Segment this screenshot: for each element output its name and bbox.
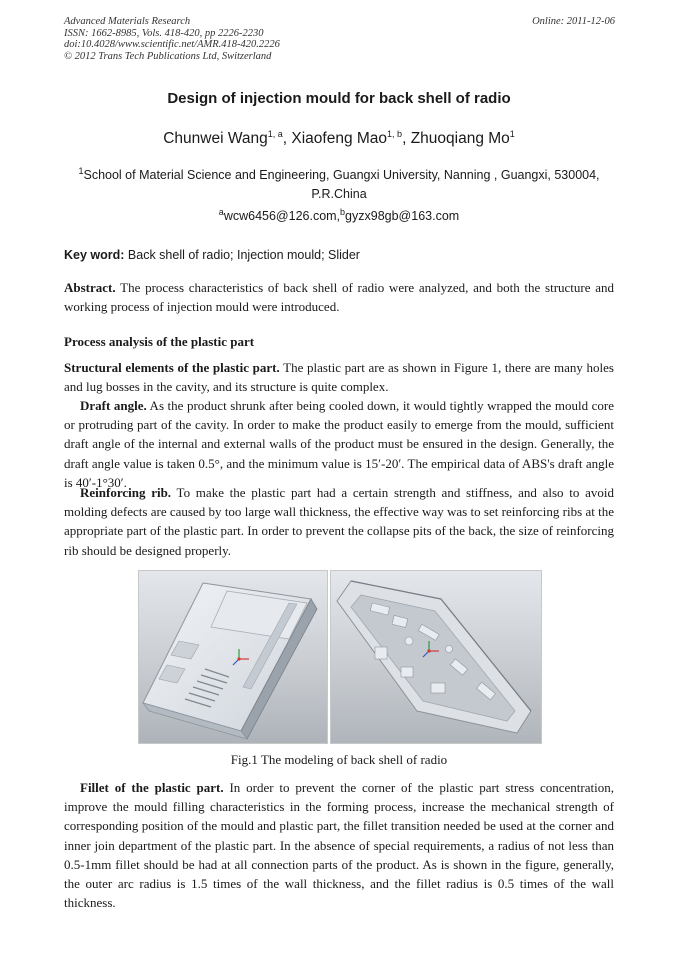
affiliation-sup: 1: [78, 165, 84, 176]
journal-header: [64, 16, 280, 62]
email-sup: a: [218, 206, 224, 217]
paragraph-label: Fillet of the plastic part.: [80, 780, 224, 795]
author-name: Chunwei Wang: [163, 130, 268, 147]
figure-image-right: [330, 570, 542, 744]
email-sup: b: [340, 206, 346, 217]
back-shell-render-right: [331, 571, 541, 743]
figure-image-left: [138, 570, 328, 744]
author-sup: 1, b: [387, 128, 403, 139]
author-list: [0, 130, 678, 148]
author-sep: ,: [282, 130, 292, 147]
paragraph-label: Reinforcing rib.: [80, 485, 172, 500]
affiliation: [64, 166, 614, 204]
paragraph-fillet: [64, 778, 614, 912]
paragraph-text: To make the plastic part had a certain strength and stiffness, and also to avoid molding defects are caused by too large wall thickness, the effective way was to set reinforcing ribs at the appropriate part of the plastic part. In order to prevent the collapse pits of the back, the size of reinforcing rib should be designed properly.: [64, 485, 614, 558]
email-link[interactable]: wcw6456@126.com,: [223, 209, 341, 223]
journal-copyright: © 2012 Trans Tech Publications Ltd, Switzerland: [64, 50, 272, 62]
author-name: Zhuoqiang Mo: [410, 130, 510, 147]
author-emails: [0, 206, 678, 223]
abstract-label: Abstract.: [64, 280, 116, 295]
affiliation-text: School of Material Science and Engineering, Guangxi University, Nanning , Guangxi, 530004, P.R.China: [83, 168, 600, 201]
paragraph-label: Structural elements of the plastic part.: [64, 360, 280, 375]
journal-issn: ISSN: 1662-8985, Vols. 418-420, pp 2226-2230: [64, 27, 264, 39]
paragraph-draft: [64, 396, 614, 492]
keywords-text: Back shell of radio; Injection mould; Slider: [124, 248, 360, 262]
author-sep: ,: [402, 130, 411, 147]
figure-caption: Fig.1 The modeling of back shell of radio: [230, 752, 448, 767]
journal-doi: doi:10.4028/www.scientific.net/AMR.418-420.2226: [64, 39, 280, 50]
author-sup: 1: [509, 128, 515, 139]
online-date: Online: 2011-12-06: [532, 16, 615, 27]
author-sup: 1, a: [267, 128, 283, 139]
paragraph-label: Draft angle.: [80, 398, 147, 413]
paper-title: Design of injection mould for back shell of radio: [167, 90, 511, 107]
email-link[interactable]: gyzx98gb@163.com: [345, 209, 460, 223]
paragraph-rib: [64, 483, 614, 560]
paragraph-text: In order to prevent the corner of the plastic part stress concentration, improve the mould filling characteristics in the forming process, increase the mechanical strength of corresponding position of the mould and plastic part, the fillet transition needed be used at the corner and inner join department of the plastic part. In the absence of special requirements, a radius of not less than 0.5-1mm fillet should be had at all connection parts of the product. As is shown in the figure, generally, the outer arc radius is 1.5 times of the wall thickness, and the fillet radius is 0.5 times of the wall thickness.: [64, 780, 614, 911]
abstract-text: The process characteristics of back shell of radio were analyzed, and both the structure and working process of injection mould were introduced.: [64, 280, 614, 315]
paragraph-text: As the product shrunk after being cooled down, it would tightly wrapped the mould core or protruding part of the cavity. In order to make the product easily to emerge from the mould, sufficient draft angle of the internal and external walls of the product must be ensured in the design. Generally, the draft angle value is taken 0.5°, and the minimum value is 15′-20′. The empirical data of ABS's draft angle is 40′-1°30′.: [64, 398, 614, 490]
author-name: Xiaofeng Mao: [291, 130, 388, 147]
paragraph-structural: [64, 358, 614, 396]
abstract: [64, 278, 614, 316]
journal-name: Advanced Materials Research: [64, 16, 191, 27]
paragraph-text: The plastic part are as shown in Figure 1, there are many holes and lug bosses in the cavity, and its structure is quite complex.: [64, 360, 614, 395]
section-heading: Process analysis of the plastic part: [64, 334, 255, 349]
back-shell-render-left: [139, 571, 327, 743]
keywords-label: Key word:: [64, 248, 125, 262]
keywords: [64, 248, 360, 262]
